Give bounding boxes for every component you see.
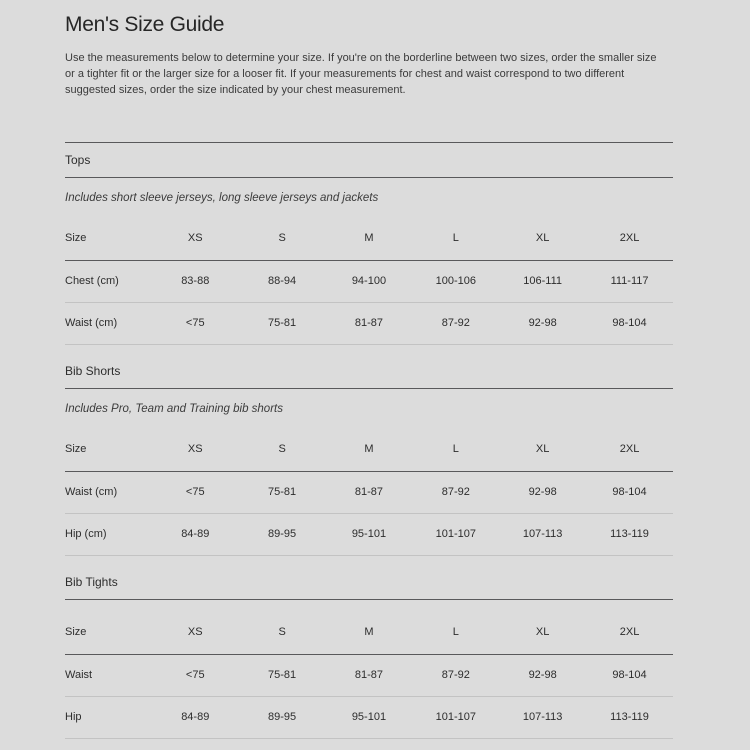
- cell-value: 101-107: [412, 514, 499, 556]
- table-row: [65, 303, 673, 345]
- section-subtitle-tops: Includes short sleeve jerseys, long sleeve jerseys and jackets: [65, 192, 379, 204]
- col-header-xs: XS: [152, 616, 239, 655]
- table-row: [65, 697, 673, 739]
- section-tops: [65, 142, 673, 345]
- cell-value: 87-92: [412, 303, 499, 345]
- cell-value: 92-98: [499, 303, 586, 345]
- col-header-xs: XS: [152, 433, 239, 472]
- col-header-s: S: [239, 222, 326, 261]
- cell-value: 107-113: [499, 514, 586, 556]
- cell-value: 87-92: [412, 655, 499, 697]
- cell-value: 107-113: [499, 697, 586, 739]
- table-header-row: [65, 433, 673, 472]
- cell-value: <75: [152, 303, 239, 345]
- cell-value: <75: [152, 655, 239, 697]
- cell-value: 84-89: [152, 514, 239, 556]
- cell-value: 94-100: [326, 261, 413, 303]
- col-header-xl: XL: [499, 616, 586, 655]
- section-heading-bib-shorts: Bib Shorts: [65, 353, 673, 389]
- col-header-l: L: [412, 433, 499, 472]
- cell-value: 95-101: [326, 697, 413, 739]
- table-header-row: [65, 616, 673, 655]
- col-header-size: Size: [65, 433, 152, 472]
- cell-value: 83-88: [152, 261, 239, 303]
- col-header-s: S: [239, 616, 326, 655]
- section-bib-shorts: [65, 353, 673, 556]
- table-row: [65, 514, 673, 556]
- cell-value: 95-101: [326, 514, 413, 556]
- cell-value: 81-87: [326, 472, 413, 514]
- cell-value: 113-119: [586, 514, 673, 556]
- cell-value: 84-89: [152, 697, 239, 739]
- cell-value: 81-87: [326, 655, 413, 697]
- table-row: [65, 472, 673, 514]
- table-row: [65, 655, 673, 697]
- size-table-bib-shorts: [65, 433, 673, 556]
- section-heading-bib-tights: Bib Tights: [65, 564, 673, 600]
- size-table-tops: [65, 222, 673, 345]
- cell-value: 75-81: [239, 303, 326, 345]
- cell-value: 106-111: [499, 261, 586, 303]
- table-row: [65, 261, 673, 303]
- size-table-bib-tights: [65, 616, 673, 739]
- col-header-m: M: [326, 222, 413, 261]
- cell-value: 98-104: [586, 472, 673, 514]
- col-header-2xl: 2XL: [586, 222, 673, 261]
- table-header-row: [65, 222, 673, 261]
- cell-value: 92-98: [499, 655, 586, 697]
- cell-value: 89-95: [239, 514, 326, 556]
- cell-value: 100-106: [412, 261, 499, 303]
- col-header-xl: XL: [499, 433, 586, 472]
- cell-value: 111-117: [586, 261, 673, 303]
- cell-value: 113-119: [586, 697, 673, 739]
- cell-value: 81-87: [326, 303, 413, 345]
- row-label: Waist (cm): [65, 472, 152, 514]
- row-label: Hip (cm): [65, 514, 152, 556]
- cell-value: 92-98: [499, 472, 586, 514]
- section-subtitle-bib-shorts: Includes Pro, Team and Training bib shorts: [65, 403, 283, 415]
- row-label: Waist (cm): [65, 303, 152, 345]
- col-header-l: L: [412, 222, 499, 261]
- page-title: Men's Size Guide: [65, 13, 225, 36]
- col-header-xs: XS: [152, 222, 239, 261]
- intro-paragraph: Use the measurements below to determine your size. If you're on the borderline between two sizes, order the smaller size or a tighter fit or the larger size for a looser fit. If your measurements for chest and waist correspond to two different suggested sizes, order the size indicated by your chest measurement.: [65, 52, 657, 96]
- cell-value: 98-104: [586, 303, 673, 345]
- row-label: Waist: [65, 655, 152, 697]
- cell-value: 75-81: [239, 472, 326, 514]
- cell-value: 88-94: [239, 261, 326, 303]
- col-header-2xl: 2XL: [586, 433, 673, 472]
- cell-value: 75-81: [239, 655, 326, 697]
- cell-value: 89-95: [239, 697, 326, 739]
- col-header-m: M: [326, 433, 413, 472]
- cell-value: 87-92: [412, 472, 499, 514]
- row-label: Chest (cm): [65, 261, 152, 303]
- col-header-s: S: [239, 433, 326, 472]
- col-header-2xl: 2XL: [586, 616, 673, 655]
- section-heading-tops: Tops: [65, 142, 673, 178]
- col-header-m: M: [326, 616, 413, 655]
- row-label: Hip: [65, 697, 152, 739]
- cell-value: <75: [152, 472, 239, 514]
- col-header-xl: XL: [499, 222, 586, 261]
- col-header-l: L: [412, 616, 499, 655]
- cell-value: 101-107: [412, 697, 499, 739]
- col-header-size: Size: [65, 616, 152, 655]
- cell-value: 98-104: [586, 655, 673, 697]
- section-bib-tights: [65, 564, 673, 739]
- col-header-size: Size: [65, 222, 152, 261]
